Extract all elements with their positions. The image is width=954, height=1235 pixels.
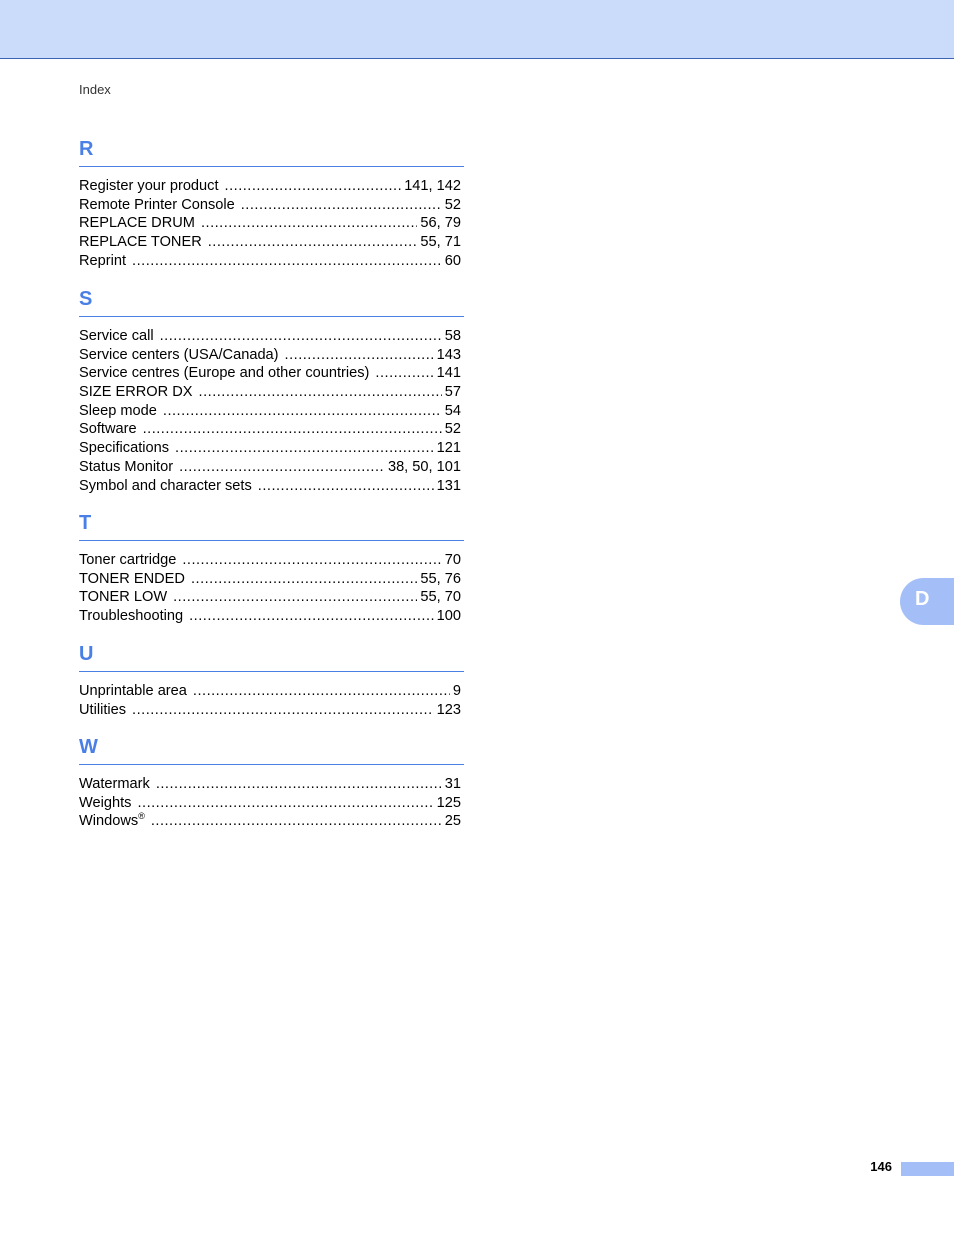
dot-leader xyxy=(151,812,442,831)
index-entry xyxy=(79,701,461,720)
entry-pages: 9 xyxy=(452,683,461,699)
dot-leader xyxy=(175,439,434,458)
entry-term-text: Windows xyxy=(79,813,139,830)
entry-pages: 55, 70 xyxy=(420,589,461,606)
entry-term: TONER ENDED xyxy=(79,570,185,587)
entry-term: Watermark xyxy=(79,776,150,792)
index-entry xyxy=(79,214,461,233)
index-section-r xyxy=(79,137,464,270)
dot-leader xyxy=(182,551,441,570)
dot-leader xyxy=(193,682,450,701)
dot-leader xyxy=(241,196,442,215)
index-entry xyxy=(79,551,461,570)
entry-pages: 131 xyxy=(436,477,461,494)
entry-term: Utilities xyxy=(79,701,127,718)
page-number: 146 xyxy=(870,1159,892,1174)
dot-leader xyxy=(160,327,442,346)
entry-term: Remote Printer Console xyxy=(79,196,235,213)
dot-leader xyxy=(163,402,442,421)
entry-pages: 60 xyxy=(444,252,461,269)
index-entry xyxy=(79,420,461,439)
section-letter: R xyxy=(79,138,94,160)
index-entry xyxy=(79,588,461,607)
index-entry xyxy=(79,458,461,477)
section-rule xyxy=(79,316,464,317)
entry-term: Service centers (USA/Canada) xyxy=(79,346,279,363)
entry-pages: 57 xyxy=(444,384,461,401)
index-section-t xyxy=(79,511,464,626)
entry-term: Sleep mode xyxy=(79,402,157,419)
index-entry xyxy=(79,794,461,813)
entry-pages: 31 xyxy=(444,776,461,792)
entry-term: SIZE ERROR DX xyxy=(79,384,193,401)
entry-pages: 100 xyxy=(436,608,461,625)
entry-pages: 121 xyxy=(436,440,461,457)
dot-leader xyxy=(132,252,442,271)
index-entry xyxy=(79,775,461,794)
running-title: Index xyxy=(79,82,111,97)
dot-leader xyxy=(258,477,434,496)
entry-term: Service centres (Europe and other countries) xyxy=(79,365,370,382)
dot-leader xyxy=(191,570,417,589)
index-entry xyxy=(79,346,461,365)
section-rule xyxy=(79,540,464,541)
dot-leader xyxy=(375,364,433,383)
index-entry xyxy=(79,682,461,701)
section-rule xyxy=(79,764,464,765)
chapter-side-tab xyxy=(900,578,954,625)
index-entry xyxy=(79,402,461,421)
section-rule xyxy=(79,671,464,672)
entry-term: Troubleshooting xyxy=(79,608,184,625)
entry-pages: 141, 142 xyxy=(404,178,461,194)
dot-leader xyxy=(179,458,385,477)
dot-leader xyxy=(189,607,434,626)
entry-term: Specifications xyxy=(79,440,170,457)
index-entry xyxy=(79,812,461,831)
entry-term: Toner cartridge xyxy=(79,552,177,568)
chapter-tab-label: D xyxy=(915,588,930,610)
dot-leader xyxy=(156,775,442,794)
dot-leader xyxy=(132,701,434,720)
entry-pages: 70 xyxy=(444,552,461,568)
entry-term: Service call xyxy=(79,328,154,344)
entry-pages: 55, 71 xyxy=(420,234,461,251)
index-entry xyxy=(79,383,461,402)
section-letter: U xyxy=(79,643,94,665)
index-entry xyxy=(79,327,461,346)
entry-term: TONER LOW xyxy=(79,589,168,606)
entry-pages: 54 xyxy=(444,402,461,419)
dot-leader xyxy=(208,233,418,252)
entry-pages: 55, 76 xyxy=(420,570,461,587)
dot-leader xyxy=(143,420,442,439)
section-letter: S xyxy=(79,288,93,310)
entry-term: Software xyxy=(79,421,137,438)
index-entry xyxy=(79,607,461,626)
entry-term xyxy=(79,812,145,831)
entry-term: Unprintable area xyxy=(79,683,187,699)
header-band xyxy=(0,0,954,59)
entry-pages: 38, 50, 101 xyxy=(387,458,461,475)
index-entry xyxy=(79,196,461,215)
index-entry xyxy=(79,233,461,252)
dot-leader xyxy=(201,214,417,233)
dot-leader xyxy=(173,588,417,607)
dot-leader xyxy=(225,177,402,196)
dot-leader xyxy=(285,346,434,365)
dot-leader xyxy=(137,794,433,813)
entry-pages: 123 xyxy=(436,701,461,718)
entry-term: Status Monitor xyxy=(79,458,174,475)
page-number-bar xyxy=(901,1162,954,1176)
registered-mark: ® xyxy=(138,811,145,822)
section-letter: W xyxy=(79,736,98,758)
entry-pages: 25 xyxy=(444,813,461,830)
index-entry xyxy=(79,364,461,383)
entry-term: REPLACE DRUM xyxy=(79,215,195,232)
index-entry xyxy=(79,439,461,458)
entry-pages: 56, 79 xyxy=(420,215,461,232)
entry-term: REPLACE TONER xyxy=(79,234,202,251)
index-section-s xyxy=(79,287,464,495)
entry-list xyxy=(79,327,464,495)
entry-pages: 52 xyxy=(444,421,461,438)
section-rule xyxy=(79,166,464,167)
section-letter: T xyxy=(79,512,92,534)
index-section-w xyxy=(79,735,464,831)
entry-pages: 52 xyxy=(444,196,461,213)
index-entry xyxy=(79,177,461,196)
dot-leader xyxy=(199,383,442,402)
entry-list xyxy=(79,682,464,719)
entry-term: Reprint xyxy=(79,252,127,269)
entry-pages: 125 xyxy=(436,794,461,811)
entry-pages: 141 xyxy=(436,365,461,382)
entry-pages: 58 xyxy=(444,328,461,344)
entry-pages: 143 xyxy=(436,346,461,363)
entry-term: Symbol and character sets xyxy=(79,477,252,494)
entry-list xyxy=(79,775,464,831)
entry-list xyxy=(79,551,464,626)
index-section-u xyxy=(79,642,464,719)
index-entry xyxy=(79,477,461,496)
entry-term: Weights xyxy=(79,794,132,811)
index-entry xyxy=(79,252,461,271)
index-entry xyxy=(79,570,461,589)
entry-list xyxy=(79,177,464,270)
entry-term: Register your product xyxy=(79,178,219,194)
